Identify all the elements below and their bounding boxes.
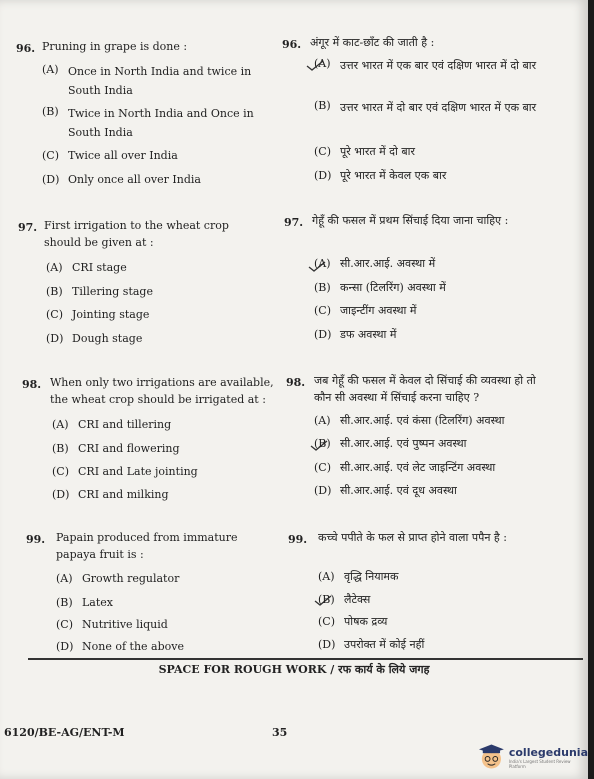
brand-tagline: India's Largest Student Review Platform xyxy=(508,758,571,769)
q96-en-option-b: (B) Twice in North India and Once in South India xyxy=(42,105,254,139)
q97-en-number: 97. xyxy=(18,221,38,234)
q97-en-text: First irrigation to the wheat crop should be given at : xyxy=(44,219,229,249)
q99-hi-text: कच्चे पपीते के फल से प्राप्त होने वाला पपैन है : xyxy=(318,531,507,544)
q98-hi-text: जब गेहूँ की फसल में केवल दो सिंचाई की व्यवस्था हो तो कौन सी अवस्था में सिंचाई करना चाहिए ? xyxy=(314,374,536,404)
divider-rule xyxy=(28,658,583,660)
q99-hi-number: 99. xyxy=(288,533,308,546)
rough-work-label: SPACE FOR ROUGH WORK / रफ कार्य के लिये जगह xyxy=(158,663,430,676)
q99-en-option-a: (A) Growth regulator xyxy=(56,572,180,585)
q97-en-option-c: (C) Jointing stage xyxy=(46,308,150,321)
q99-en-option-b: (B) Latex xyxy=(56,596,113,609)
q98-en-option-b: (B) CRI and flowering xyxy=(52,442,180,455)
q97-hi-option-b: (B) कन्सा (टिलरिंग) अवस्था में xyxy=(314,281,446,294)
q99-hi-option-c: (C) पोषक द्रव्य xyxy=(318,615,388,628)
q97-hi-number: 97. xyxy=(284,216,304,229)
page-number: 35 xyxy=(272,726,288,739)
q99-en-number: 99. xyxy=(26,533,46,546)
q98-hi-option-a: (A) सी.आर.आई. एवं कंसा (टिलरिंग) अवस्था xyxy=(314,414,505,427)
paper-code: 6120/BE-AG/ENT-M xyxy=(4,726,125,739)
q99-en-text: Papain produced from immature papaya fruit is : xyxy=(56,531,238,561)
q97-en-option-d: (D) Dough stage xyxy=(46,332,143,345)
q99-en-option-d: (D) None of the above xyxy=(56,640,184,653)
q96-hi-option-a: (A) उत्तर भारत में एक बार एवं दक्षिण भारत में दो बार xyxy=(314,57,537,72)
q98-en-option-d: (D) CRI and milking xyxy=(52,488,169,501)
q96-en-number: 96. xyxy=(16,42,36,55)
q96-hi-option-b: (B) उत्तर भारत में दो बार एवं दक्षिण भारत में एक बार xyxy=(314,99,537,114)
q96-hi-option-c: (C) पूरे भारत में दो बार xyxy=(314,145,415,158)
q97-hi-option-d: (D) डफ अवस्था में xyxy=(314,328,397,341)
q98-en-option-c: (C) CRI and Late jointing xyxy=(52,465,198,478)
q98-hi-number: 98. xyxy=(286,376,306,389)
brand-watermark xyxy=(478,740,588,774)
q97-hi-option-a: (A) सी.आर.आई. अवस्था में xyxy=(314,257,436,270)
q98-en-number: 98. xyxy=(22,378,42,391)
q96-hi-number: 96. xyxy=(282,38,302,51)
q97-hi-text: गेहूँ की फसल में प्रथम सिंचाई दिया जाना चाहिए : xyxy=(312,214,509,227)
q98-en-text: When only two irrigations are available, the wheat crop should be irrigated at : xyxy=(50,376,274,406)
q99-hi-option-a: (A) वृद्धि नियामक xyxy=(318,570,399,583)
q98-hi-option-d: (D) सी.आर.आई. एवं दूध अवस्था xyxy=(314,484,457,497)
brand-name: collegedunia xyxy=(508,745,588,759)
q97-hi-option-c: (C) जाइन्टींग अवस्था में xyxy=(314,304,417,317)
q99-en-option-c: (C) Nutritive liquid xyxy=(56,618,168,631)
q98-en-option-a: (A) CRI and tillering xyxy=(52,418,172,431)
q98-hi-option-b: (B) सी.आर.आई. एवं पुष्पन अवस्था xyxy=(314,437,467,450)
q96-en-text: Pruning in grape is done : xyxy=(42,40,188,53)
q96-en-option-d: (D) Only once all over India xyxy=(42,173,201,186)
q96-en-option-c: (C) Twice all over India xyxy=(42,149,178,162)
q96-en-option-a: (A) Once in North India and twice in South India xyxy=(42,63,252,97)
q96-hi-text: अंगूर में काट-छाँट की जाती है : xyxy=(310,36,435,49)
mascot-logo-icon xyxy=(478,743,505,771)
q97-en-option-b: (B) Tillering stage xyxy=(46,285,153,298)
brand-text xyxy=(505,746,588,769)
q98-hi-option-c: (C) सी.आर.आई. एवं लेट जाइन्टिंग अवस्था xyxy=(314,461,496,474)
q96-hi-option-d: (D) पूरे भारत में केवल एक बार xyxy=(314,169,447,182)
q99-hi-option-d: (D) उपरोक्त में कोई नहीं xyxy=(318,638,425,651)
q97-en-option-a: (A) CRI stage xyxy=(46,261,127,274)
q99-hi-option-b: (B) लैटेक्स xyxy=(318,593,371,606)
